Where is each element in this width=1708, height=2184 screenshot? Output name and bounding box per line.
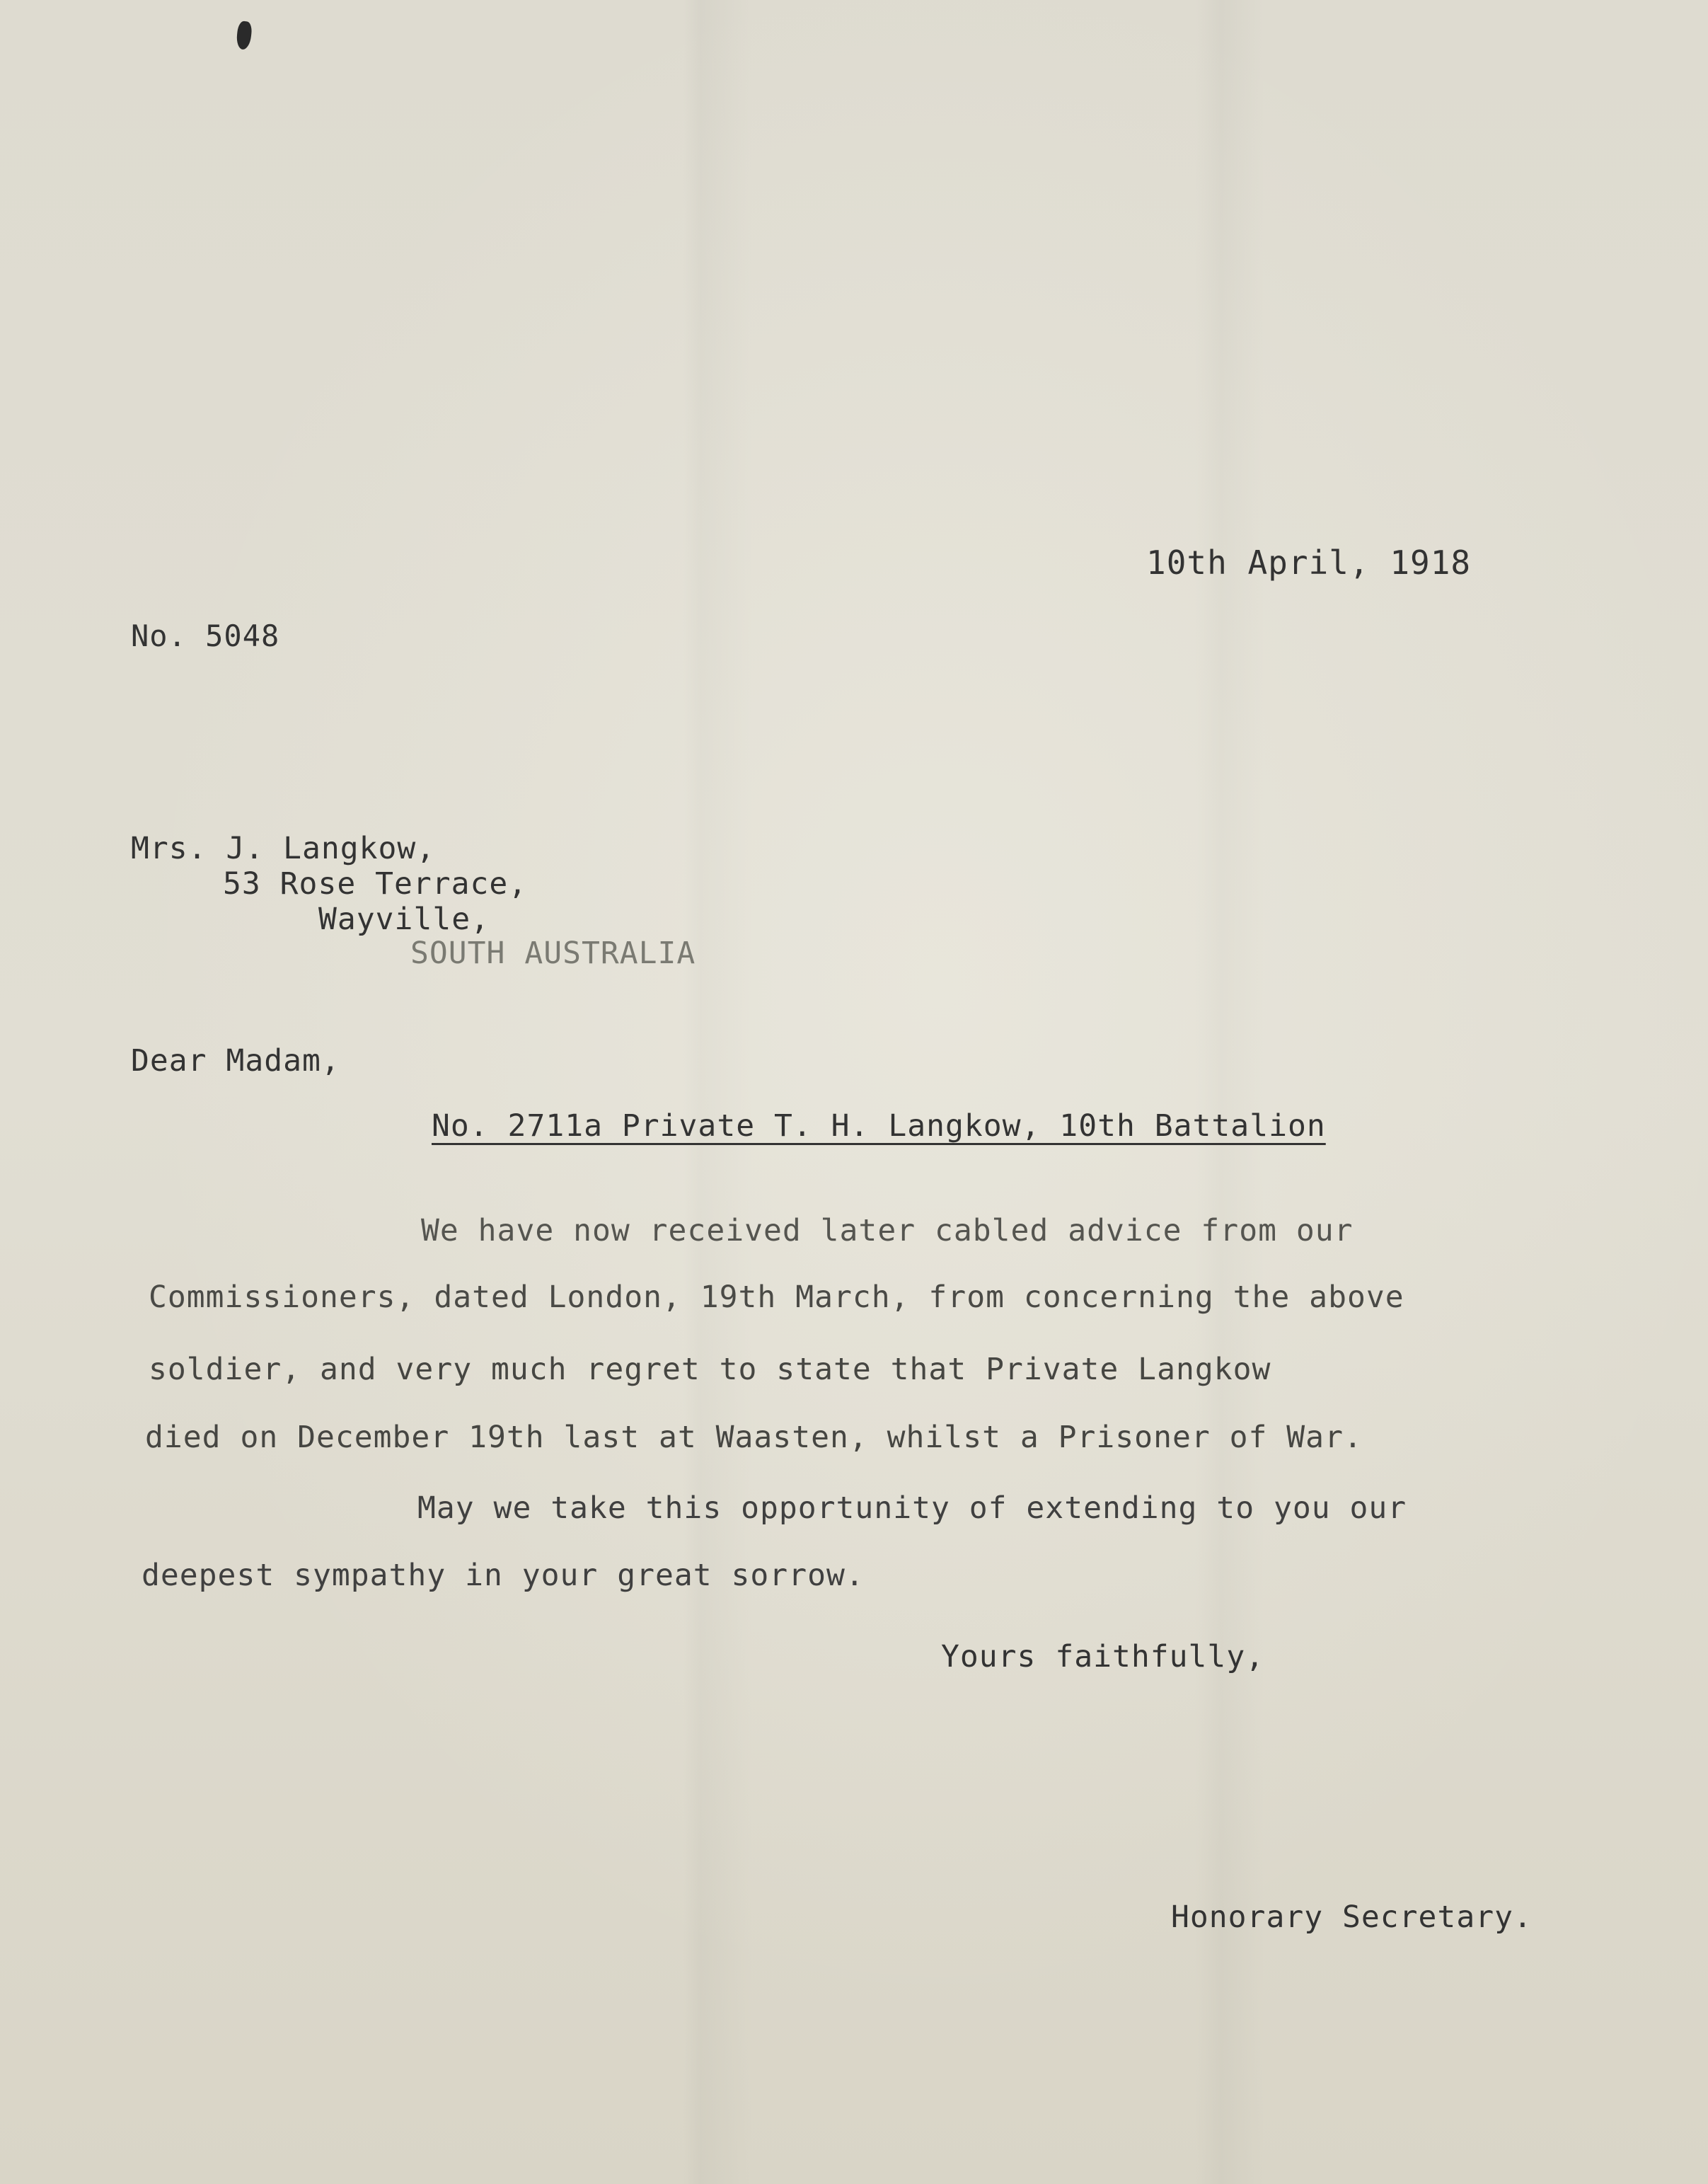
- subject-line: No. 2711a Private T. H. Langkow, 10th Battalion: [432, 1108, 1326, 1144]
- body-line: died on December 19th last at Waasten, whilst a Prisoner of War.: [145, 1420, 1363, 1455]
- body-line: May we take this opportunity of extending to you our: [417, 1490, 1407, 1526]
- body-line: We have now received later cabled advice from our: [421, 1213, 1354, 1248]
- recipient-state: SOUTH AUSTRALIA: [410, 936, 696, 971]
- letter-date: 10th April, 1918: [1146, 544, 1472, 582]
- salutation: Dear Madam,: [131, 1043, 340, 1079]
- recipient-street: 53 Rose Terrace,: [223, 866, 528, 902]
- body-line: Commissioners, dated London, 19th March, from concerning the above: [149, 1280, 1404, 1315]
- closing: Yours faithfully,: [941, 1639, 1265, 1674]
- body-line: deepest sympathy in your great sorrow.: [142, 1558, 865, 1593]
- signature-title: Honorary Secretary.: [1171, 1899, 1533, 1935]
- recipient-name: Mrs. J. Langkow,: [131, 831, 436, 866]
- body-line: soldier, and very much regret to state that Private Langkow: [149, 1352, 1271, 1387]
- recipient-suburb: Wayville,: [318, 902, 490, 937]
- ink-speck-mark: [236, 21, 253, 50]
- reference-number: No. 5048: [131, 619, 280, 653]
